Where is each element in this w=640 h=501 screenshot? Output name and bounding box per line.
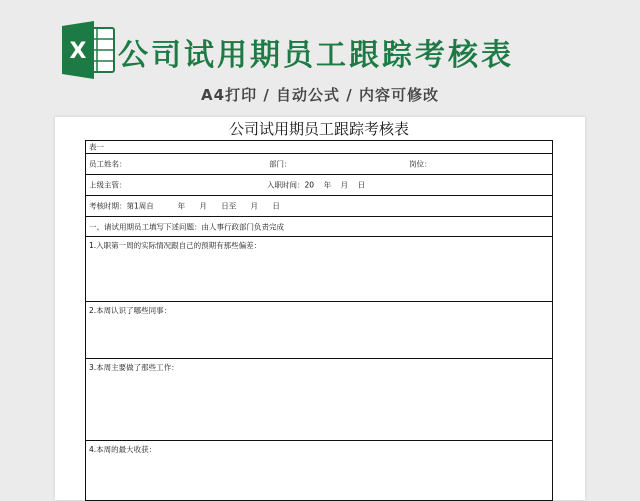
banner-subtitle: A4打印 / 自动公式 / 内容可修改 xyxy=(201,86,439,104)
join-date-label: 入职时间：20 年 月 日 xyxy=(267,180,366,190)
section-header-row xyxy=(85,217,553,237)
excel-logo-icon xyxy=(60,20,116,80)
banner-title: 公司试用期员工跟踪考核表 xyxy=(118,38,514,73)
form-table xyxy=(85,117,553,501)
table-tag: 表一 xyxy=(89,142,104,152)
banner xyxy=(0,0,640,115)
question-4: 4.本周的最大收获： xyxy=(89,445,157,454)
question-row xyxy=(85,237,553,302)
question-row xyxy=(85,302,553,359)
question-3: 3.本周主要做了那些工作： xyxy=(89,363,179,372)
sheet-title: 公司试用期员工跟踪考核表 xyxy=(228,120,409,138)
question-row xyxy=(85,441,553,501)
paper-sheet xyxy=(55,117,585,500)
logo-letter: X xyxy=(69,39,87,64)
employee-name-label: 员工姓名： xyxy=(89,159,127,169)
section-header: 一、请试用期员工填写下述问题：由人事行政部门负责完成 xyxy=(89,222,284,231)
position-label: 岗位： xyxy=(409,159,432,169)
employee-row xyxy=(85,154,553,175)
tag-row xyxy=(85,140,553,154)
supervisor-label: 上级主管： xyxy=(89,180,127,190)
question-1: 1.入职第一周的实际情况跟自己的预期有那些偏差： xyxy=(89,241,262,250)
assessment-period-label: 考核时期：第1周自 年 月 日至 月 日 xyxy=(89,201,280,211)
question-row xyxy=(85,359,553,441)
supervisor-row xyxy=(85,175,553,196)
department-label: 部门： xyxy=(269,159,292,169)
period-row xyxy=(85,196,553,217)
question-2: 2.本周认识了哪些同事： xyxy=(89,306,172,315)
